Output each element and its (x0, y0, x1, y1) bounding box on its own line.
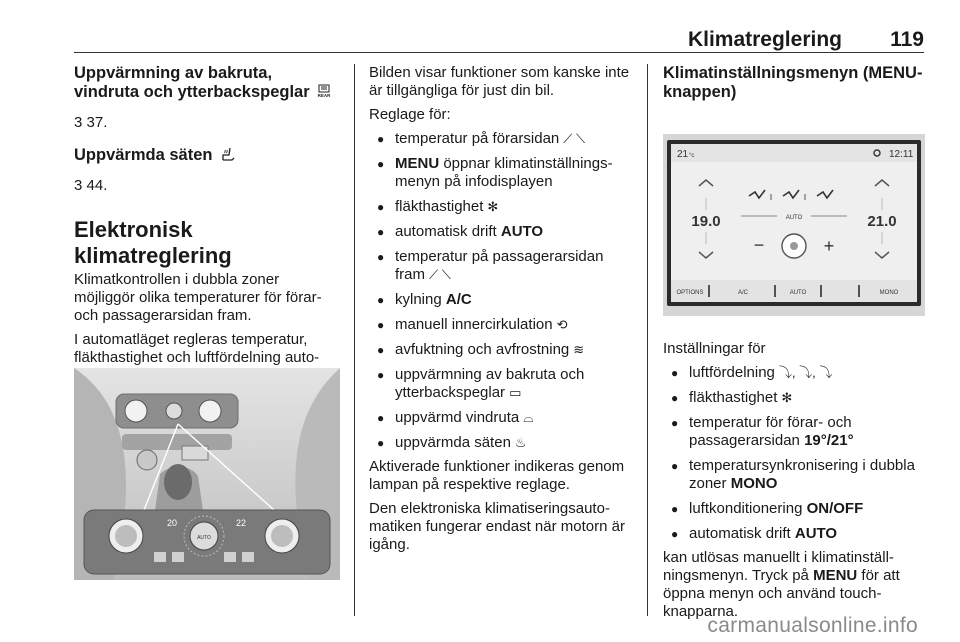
list-item: ● MENU öppnar klimatinställnings- menyn på infodisplayen (369, 155, 633, 191)
heading-climate-menu: Klimatinställningsmenyn (MENU- knappen) (663, 64, 923, 101)
console-left-temp: 20 (167, 518, 178, 528)
auto-label: AUTO (785, 215, 803, 221)
list-item: ● uppvärmning av bakruta och ytterbackspeglar ▭ (369, 366, 633, 402)
controls-label: Reglage för: (369, 106, 451, 123)
heated-windscreen-icon: ⌓ (523, 410, 534, 425)
fan-icon: ✻ (487, 199, 499, 214)
fan-icon: ✻ (781, 390, 793, 405)
rear-defrost-icon (317, 84, 331, 98)
page-number: 119 (890, 28, 924, 51)
console-right-temp: 22 (236, 518, 247, 528)
temperature-dial-icon: ⟋ ⟍ (429, 267, 451, 282)
watermark: carmanualsonline.info (707, 614, 918, 637)
climate-menu-screenshot (663, 134, 925, 316)
ac-button: A/C (737, 290, 749, 296)
section-heading: Elektronisk klimatreglering (74, 217, 232, 268)
list-item: ● automatisk drift AUTO (663, 525, 925, 543)
list-item: ● luftfördelning ⤵, ⤵, ⤵ (663, 364, 925, 382)
auto-button: AUTO (789, 290, 807, 296)
svg-text:REAR: REAR (317, 93, 331, 98)
list-item: ● uppvärmd vindruta ⌓ (369, 409, 633, 427)
list-item: ● uppvärmda säten ♨ (369, 434, 633, 452)
screen-drawing (663, 134, 925, 316)
list-item: ● temperatur för förar- och passagerarsidan 19°/21° (663, 414, 925, 450)
air-distribution-icon: ⤵, ⤵, ⤵ (778, 365, 833, 380)
left-temp-value: 19.0 (691, 213, 721, 230)
column-3-lower (663, 340, 925, 621)
outside-temperature: 21 (677, 149, 689, 160)
page-title: Klimatreglering (687, 28, 842, 51)
column-divider-2 (647, 64, 648, 616)
recirculation-icon: ⟲ (556, 317, 568, 332)
column-1 (74, 64, 340, 385)
paragraph-indicator: Aktiverade funktioner indikeras genom lampan på respektive reglage. (369, 458, 625, 493)
list-item: ● manuell innercirkulation ⟲ (369, 316, 633, 334)
heading-heated-seats: Uppvärmda säten (74, 146, 340, 165)
mono-button: MONO (879, 290, 899, 296)
settings-intro: Inställningar för (663, 340, 766, 357)
page-reference-2[interactable]: 3 44. (74, 177, 108, 194)
clock: 12:11 (889, 149, 914, 160)
temperature-dial-icon: ⟋ ⟍ (563, 131, 586, 146)
header-rule (74, 52, 924, 53)
list-item: ● fläkthastighet ✻ (663, 389, 925, 407)
paragraph-availability: Bilden visar funktioner som kanske inte är tillgängliga för just din bil. (369, 64, 630, 99)
list-item: ● fläkthastighet ✻ (369, 198, 633, 216)
column-2 (369, 64, 633, 554)
paragraph-auto-mode: I automatläget regleras temperatur, fläkthastighet och luftfördelning auto- (74, 331, 320, 366)
console-drawing (74, 368, 340, 580)
heated-seat-icon (220, 146, 236, 162)
defrost-icon: ≋ (573, 342, 585, 357)
page-header (74, 24, 924, 54)
list-item: ● luftkonditionering ON/OFF (663, 500, 925, 518)
settings-list (663, 364, 925, 543)
fan-minus-button: − (753, 235, 765, 255)
column-divider-1 (354, 64, 355, 616)
controls-list (369, 130, 633, 452)
paragraph-menu-usage: kan utlösas manuellt i klimatinställ- ningsmenyn. Tryck på MENU för att öppna menyn och använd touch- knapparna. (663, 549, 900, 620)
right-temp-value: 21.0 (867, 213, 897, 230)
outside-temperature-unit: °c (689, 153, 695, 159)
heading-rear-heating: Uppvärmning av bakruta, vindruta och ytterbackspeglar REAR (74, 64, 331, 101)
list-item: ● temperatur på passagerarsidan fram ⟋ ⟍ (369, 248, 633, 284)
column-3 (663, 64, 925, 102)
paragraph-engine: Den elektroniska klimatiseringsauto- matiken fungerar endast när motorn är igång. (369, 500, 625, 553)
paragraph-dual-zone: Klimatkontrollen i dubbla zoner möjliggör olika temperaturer för förar- och passagerarsidan fram. (74, 271, 322, 324)
list-item: ● kylning A/C (369, 291, 633, 309)
list-item: ● temperatursynkronisering i dubbla zoner MONO (663, 457, 925, 493)
rear-defrost-icon: ▭ (509, 385, 522, 400)
list-item: ● temperatur på förarsidan ⟋ ⟍ (369, 130, 633, 148)
options-button: OPTIONS (676, 290, 704, 296)
heated-seat-icon: ♨ (514, 435, 527, 450)
fan-plus-button: + (823, 236, 835, 256)
list-item: ● automatisk drift AUTO (369, 223, 633, 241)
page-reference-1[interactable]: 3 37. (74, 114, 108, 131)
console-auto-label: AUTO (197, 535, 211, 541)
list-item: ● avfuktning och avfrostning ≋ (369, 341, 633, 359)
climate-console-illustration (74, 368, 340, 580)
